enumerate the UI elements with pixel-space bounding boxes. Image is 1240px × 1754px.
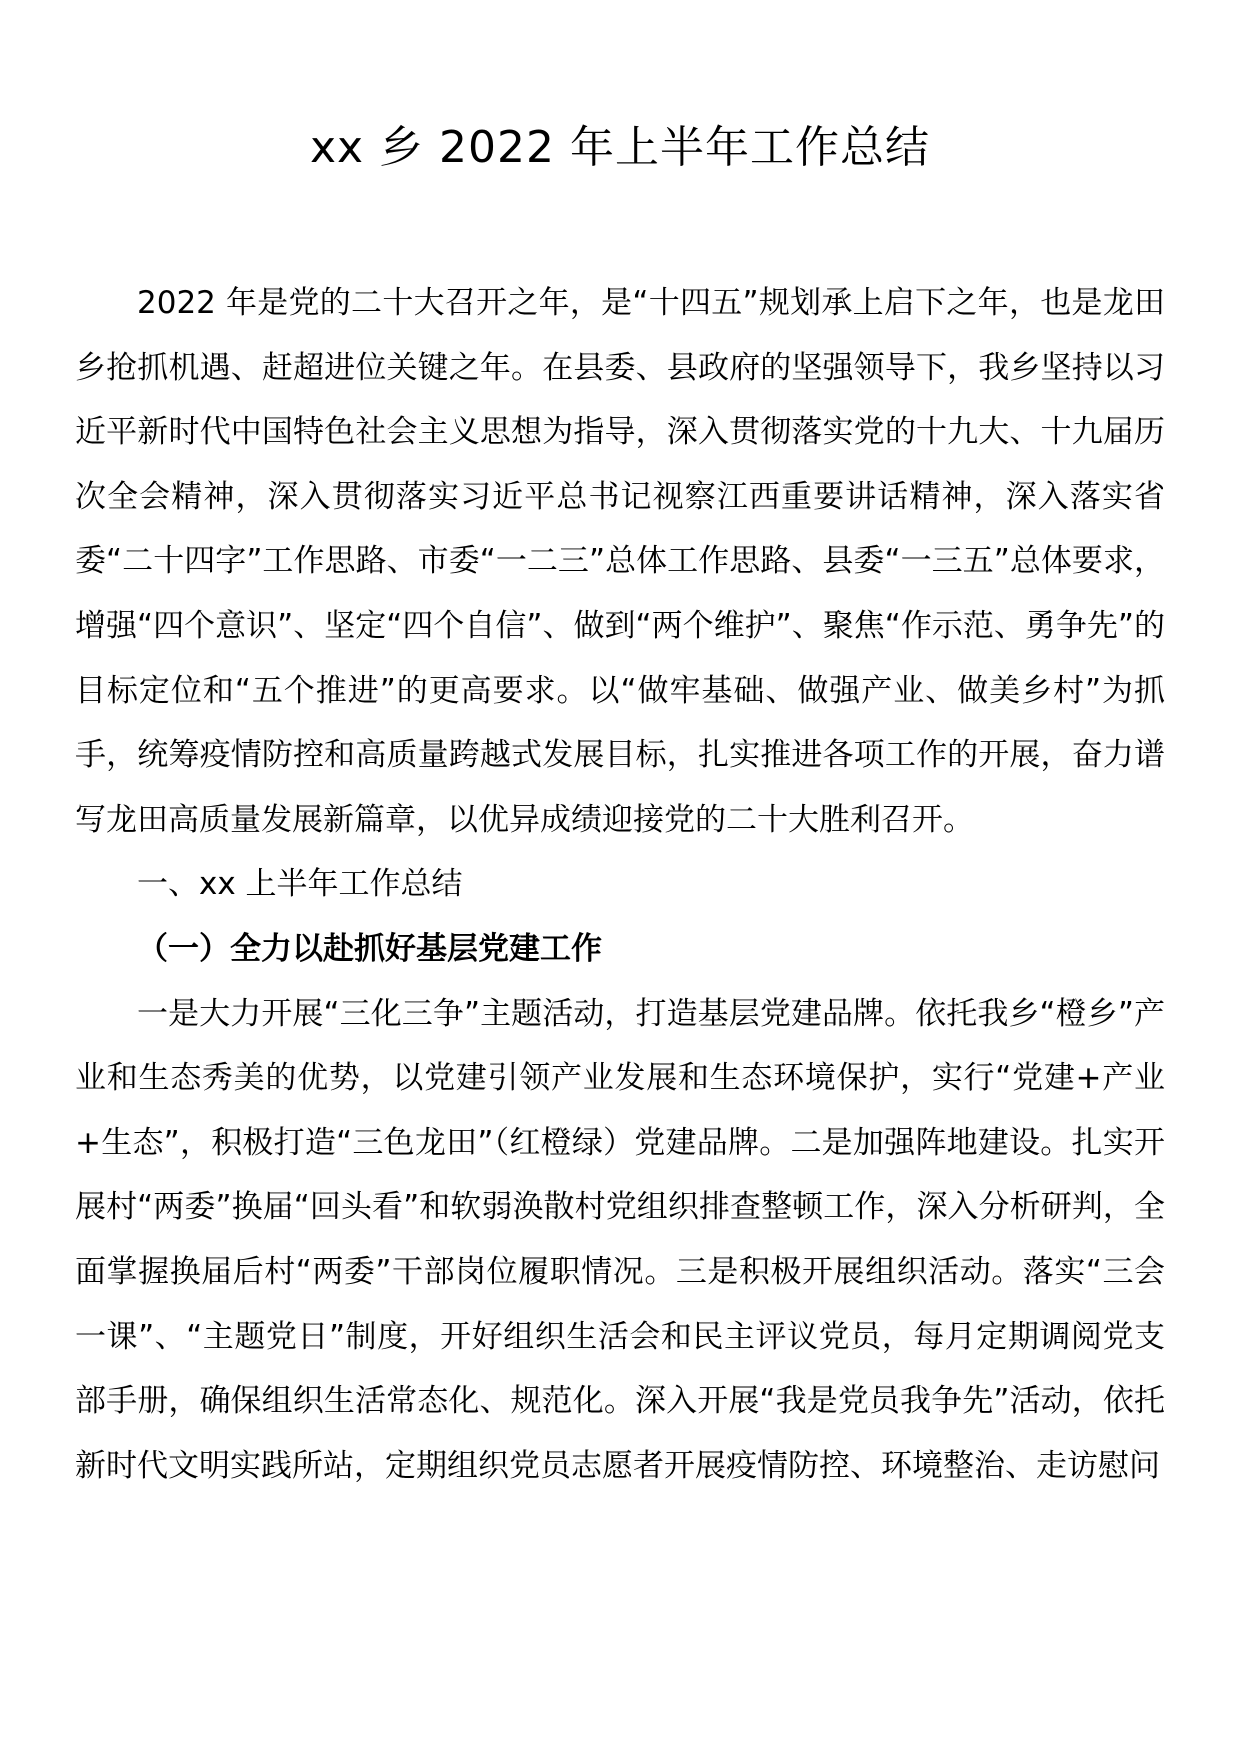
- intro-paragraph: 2022 年是党的二十大召开之年，是“十四五”规划承上启下之年，也是龙田乡抢抓机遇、赶超进位关键之年。在县委、县政府的坚强领导下，我乡坚持以习近平新时代中国特色社会主义思想为指导，深入贯彻落实党的十九大、十九届历次全会精神，深入贯彻落实习近平总书记视察江西重要讲话精神，深入落实省委“二十四字”工作思路、市委“一二三”总体工作思路、县委“一三五”总体要求，增强“四个意识”、坚定“四个自信”、做到“两个维护”、聚焦“作示范、勇争先”的目标定位和“五个推进”的更高要求。以“做牢基础、做强产业、做美乡村”为抓手，统筹疫情防控和高质量跨越式发展目标，扎实推进各项工作的开展，奋力谱写龙田高质量发展新篇章，以优异成绩迎接党的二十大胜利召开。: [75, 285, 1165, 838]
- document-title: xx 乡 2022 年上半年工作总结: [309, 122, 930, 173]
- subsection-paragraph: 一是大力开展“三化三争”主题活动，打造基层党建品牌。依托我乡“橙乡”产业和生态秀美的优势，以党建引领产业发展和生态环境保护，实行“党建+产业+生态”，积极打造“三色龙田”（红橙绿）党建品牌。二是加强阵地建设。扎实开展村“两委”换届“回头看”和软弱涣散村党组织排查整顿工作，深入分析研判，全面掌握换届后村“两委”干部岗位履职情况。三是积极开展组织活动。落实“三会一课”、“主题党日”制度，开好组织生活会和民主评议党员，每月定期调阅党支部手册，确保组织生活常态化、规范化。深入开展“我是党员我争先”活动，依托新时代文明实践所站，定期组织党员志愿者开展疫情防控、环境整治、走访慰问: [75, 995, 1165, 1484]
- subsection-heading: （一）全力以赴抓好基层党建工作: [137, 930, 602, 967]
- document-body: [75, 271, 1165, 1498]
- section-heading: 一、xx 上半年工作总结: [137, 866, 463, 903]
